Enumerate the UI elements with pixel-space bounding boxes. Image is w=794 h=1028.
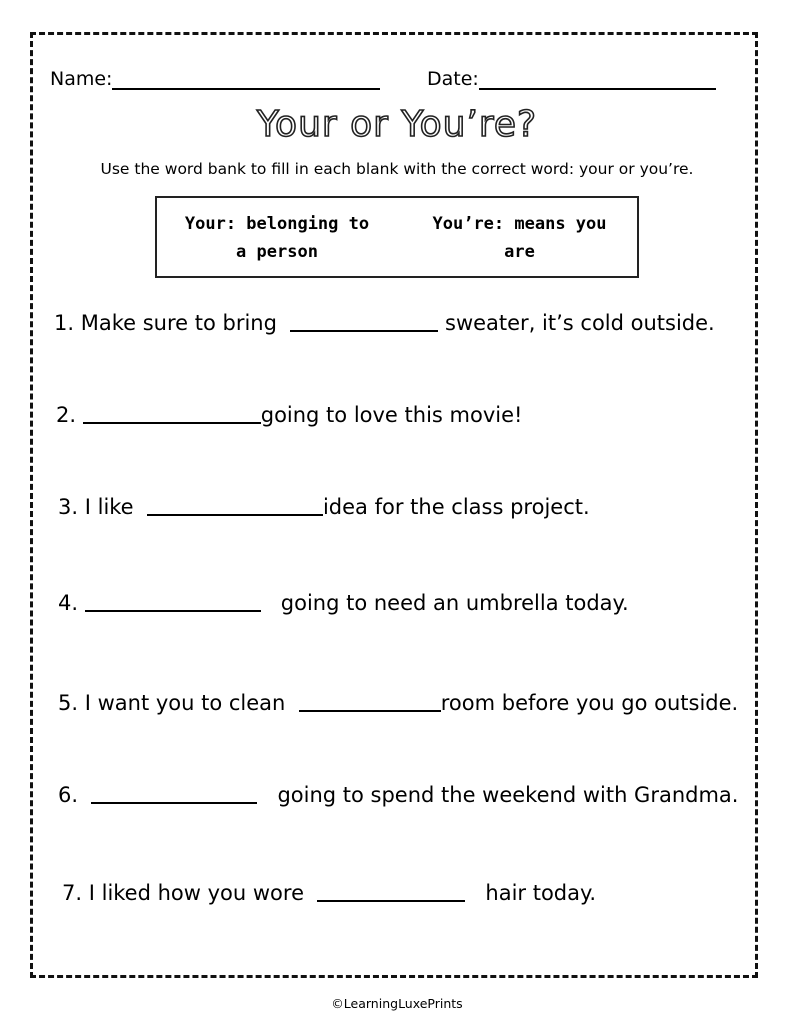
word-bank-box [155,196,639,278]
question-text-before: I want you to clean [84,691,286,715]
answer-blank[interactable] [85,590,261,612]
question-3 [58,494,590,519]
name-label: Name: [50,68,113,90]
question-1 [54,310,715,335]
question-7 [62,880,596,905]
question-text-after: idea for the class project. [322,495,590,519]
question-text-after: going to spend the weekend with Grandma. [277,783,739,807]
question-number: 6. [58,783,79,807]
question-5 [58,690,738,715]
question-number: 7. [62,881,83,905]
question-text-after: going to love this movie! [260,403,523,427]
word-bank-youre [422,210,617,266]
answer-blank[interactable] [299,690,441,712]
question-4 [58,590,629,615]
date-label: Date: [427,68,479,90]
question-number: 3. [58,495,79,519]
answer-blank[interactable] [83,402,261,424]
date-field [427,66,716,90]
instructions-text: Use the word bank to fill in each blank with the correct word: your or you’re. [100,160,694,178]
worksheet-title: Your or You’re? [256,104,538,145]
question-text-before: I like [84,495,134,519]
word-bank-your-line1: Your: belonging to [184,214,370,234]
question-2 [56,402,522,427]
question-6 [58,782,738,807]
word-bank-youre-line1: You’re: means you [432,214,607,234]
question-text-after: sweater, it’s cold outside. [445,311,715,335]
answer-blank[interactable] [91,782,257,804]
question-text-after: room before you go outside. [440,691,739,715]
question-text-before: Make sure to bring [80,311,277,335]
question-number: 5. [58,691,79,715]
word-bank-youre-line2: are [504,242,535,262]
copyright-footer: ©LearningLuxePrints [331,996,463,1011]
answer-blank[interactable] [290,310,438,332]
answer-blank[interactable] [317,880,465,902]
question-number: 4. [58,591,79,615]
date-write-line[interactable] [479,66,716,90]
name-write-line[interactable] [112,66,380,90]
word-bank-your-line2: a person [236,242,318,262]
question-number: 1. [54,311,75,335]
answer-blank[interactable] [147,494,323,516]
name-field [50,66,380,90]
question-number: 2. [56,403,77,427]
question-text-after: hair today. [485,881,597,905]
question-text-after: going to need an umbrella today. [280,591,629,615]
word-bank-your [177,210,377,266]
question-text-before: I liked how you wore [88,881,304,905]
